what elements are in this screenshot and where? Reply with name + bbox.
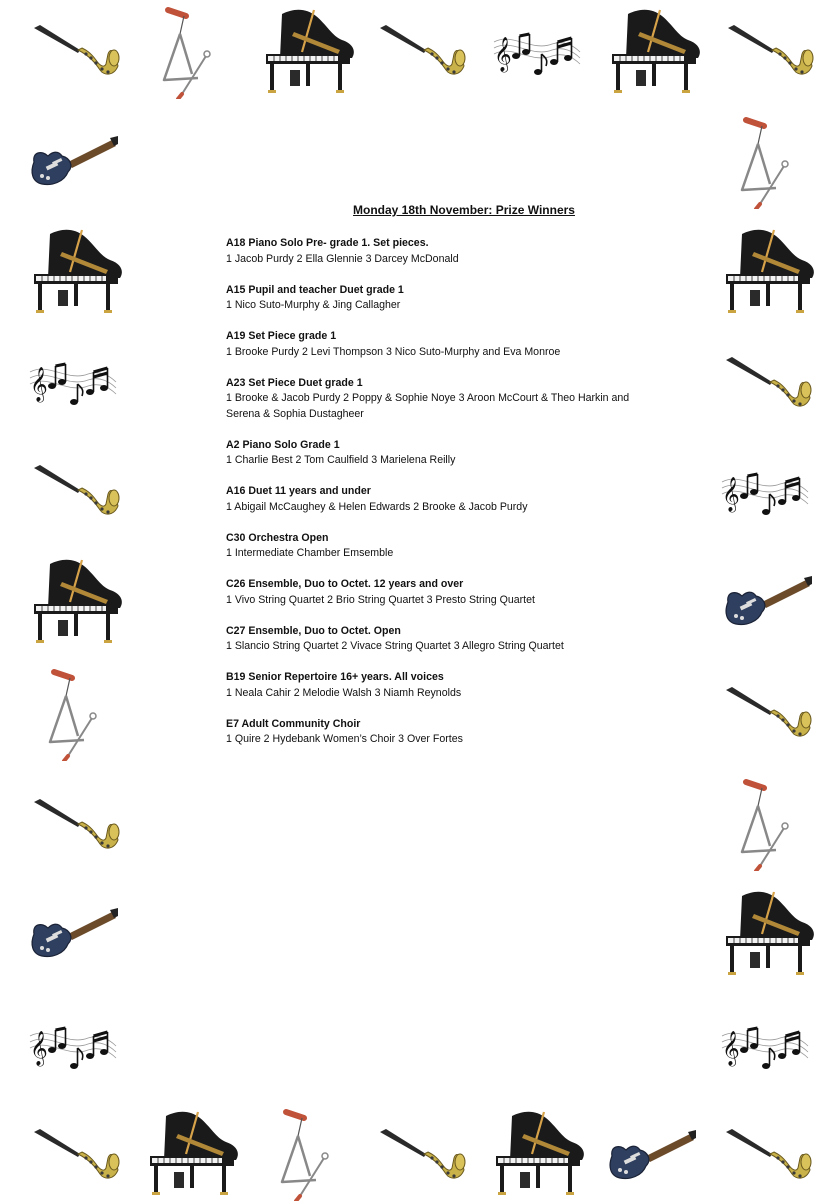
grand-piano-icon bbox=[722, 226, 817, 316]
class-heading: A23 Set Piece Duet grade 1 bbox=[226, 376, 363, 389]
class-results: 1 Intermediate Chamber Emsemble bbox=[226, 547, 394, 559]
saxophone-icon bbox=[724, 20, 814, 80]
saxophone-icon bbox=[722, 682, 812, 742]
grand-piano-icon bbox=[30, 226, 125, 316]
class-heading: A2 Piano Solo Grade 1 bbox=[226, 438, 340, 451]
list-item bbox=[226, 329, 646, 360]
grand-piano-icon bbox=[608, 6, 703, 96]
class-results: 1 Quire 2 Hydebank Women’s Choir 3 Over Fortes bbox=[226, 733, 463, 745]
grand-piano-icon bbox=[30, 556, 125, 646]
electric-guitar-icon bbox=[28, 904, 118, 964]
electric-guitar-icon bbox=[28, 132, 118, 192]
class-results: 1 Nico Suto-Murphy & Jing Callagher bbox=[226, 299, 401, 311]
page-title: Monday 18th November: Prize Winners bbox=[353, 203, 575, 217]
music-notes-icon bbox=[720, 1016, 810, 1076]
electric-guitar-icon bbox=[722, 572, 812, 632]
music-notes-icon bbox=[28, 352, 118, 412]
class-results: 1 Jacob Purdy 2 Ella Glennie 3 Darcey McDonald bbox=[226, 252, 459, 265]
class-heading: C26 Ensemble, Duo to Octet. 12 years and over bbox=[226, 578, 464, 590]
triangle-icon bbox=[160, 4, 220, 99]
class-heading: B19 Senior Repertoire 16+ years. All voices bbox=[226, 671, 444, 683]
music-notes-icon bbox=[28, 1016, 118, 1076]
music-notes-icon bbox=[720, 462, 810, 522]
class-heading: A19 Set Piece grade 1 bbox=[226, 330, 337, 342]
grand-piano-icon bbox=[722, 888, 817, 978]
class-heading: C30 Orchestra Open bbox=[226, 531, 329, 544]
saxophone-icon bbox=[722, 1124, 812, 1184]
list-item bbox=[226, 376, 646, 423]
list-item bbox=[226, 577, 646, 608]
class-results: 1 Vivo String Quartet 2 Brio String Quartet 3 Presto String Quartet bbox=[226, 593, 535, 606]
saxophone-icon bbox=[722, 352, 812, 412]
class-results: 1 Brooke Purdy 2 Levi Thompson 3 Nico Suto-Murphy and Eva Monroe bbox=[226, 345, 561, 358]
list-item bbox=[226, 624, 646, 655]
grand-piano-icon bbox=[146, 1108, 241, 1198]
class-heading: A16 Duet 11 years and under bbox=[226, 485, 371, 497]
list-item bbox=[226, 717, 646, 748]
list-item bbox=[226, 531, 646, 562]
triangle-icon bbox=[738, 114, 798, 209]
class-results: 1 Slancio String Quartet 2 Vivace String Quartet 3 Allegro String Quartet bbox=[226, 640, 564, 652]
saxophone-icon bbox=[30, 20, 120, 80]
prize-winners-list bbox=[226, 236, 646, 763]
class-heading: E7 Adult Community Choir bbox=[226, 717, 361, 730]
saxophone-icon bbox=[376, 20, 466, 80]
list-item bbox=[226, 484, 646, 515]
list-item bbox=[226, 438, 646, 469]
music-notes-icon bbox=[492, 22, 582, 82]
grand-piano-icon bbox=[492, 1108, 587, 1198]
class-results: 1 Neala Cahir 2 Melodie Walsh 3 Niamh Reynolds bbox=[226, 686, 462, 699]
list-item bbox=[226, 283, 646, 314]
triangle-icon bbox=[738, 776, 798, 871]
class-results: 1 Brooke & Jacob Purdy 2 Poppy & Sophie Noye 3 Aroon McCourt & Theo Harkin and Serena & Sophia Dustagheer bbox=[226, 392, 630, 420]
list-item bbox=[226, 236, 646, 267]
saxophone-icon bbox=[30, 1124, 120, 1184]
triangle-icon bbox=[278, 1106, 338, 1201]
grand-piano-icon bbox=[262, 6, 357, 96]
list-item bbox=[226, 670, 646, 701]
class-results: 1 Abigail McCaughey & Helen Edwards 2 Brooke & Jacob Purdy bbox=[226, 500, 528, 513]
saxophone-icon bbox=[30, 460, 120, 520]
saxophone-icon bbox=[376, 1124, 466, 1184]
class-heading: A18 Piano Solo Pre- grade 1. Set pieces. bbox=[226, 237, 429, 249]
saxophone-icon bbox=[30, 794, 120, 854]
triangle-icon bbox=[46, 666, 106, 761]
class-heading: A15 Pupil and teacher Duet grade 1 bbox=[226, 283, 404, 296]
electric-guitar-icon bbox=[606, 1126, 696, 1186]
class-results: 1 Charlie Best 2 Tom Caulfield 3 Marielena Reilly bbox=[226, 454, 456, 466]
class-heading: C27 Ensemble, Duo to Octet. Open bbox=[226, 624, 401, 637]
